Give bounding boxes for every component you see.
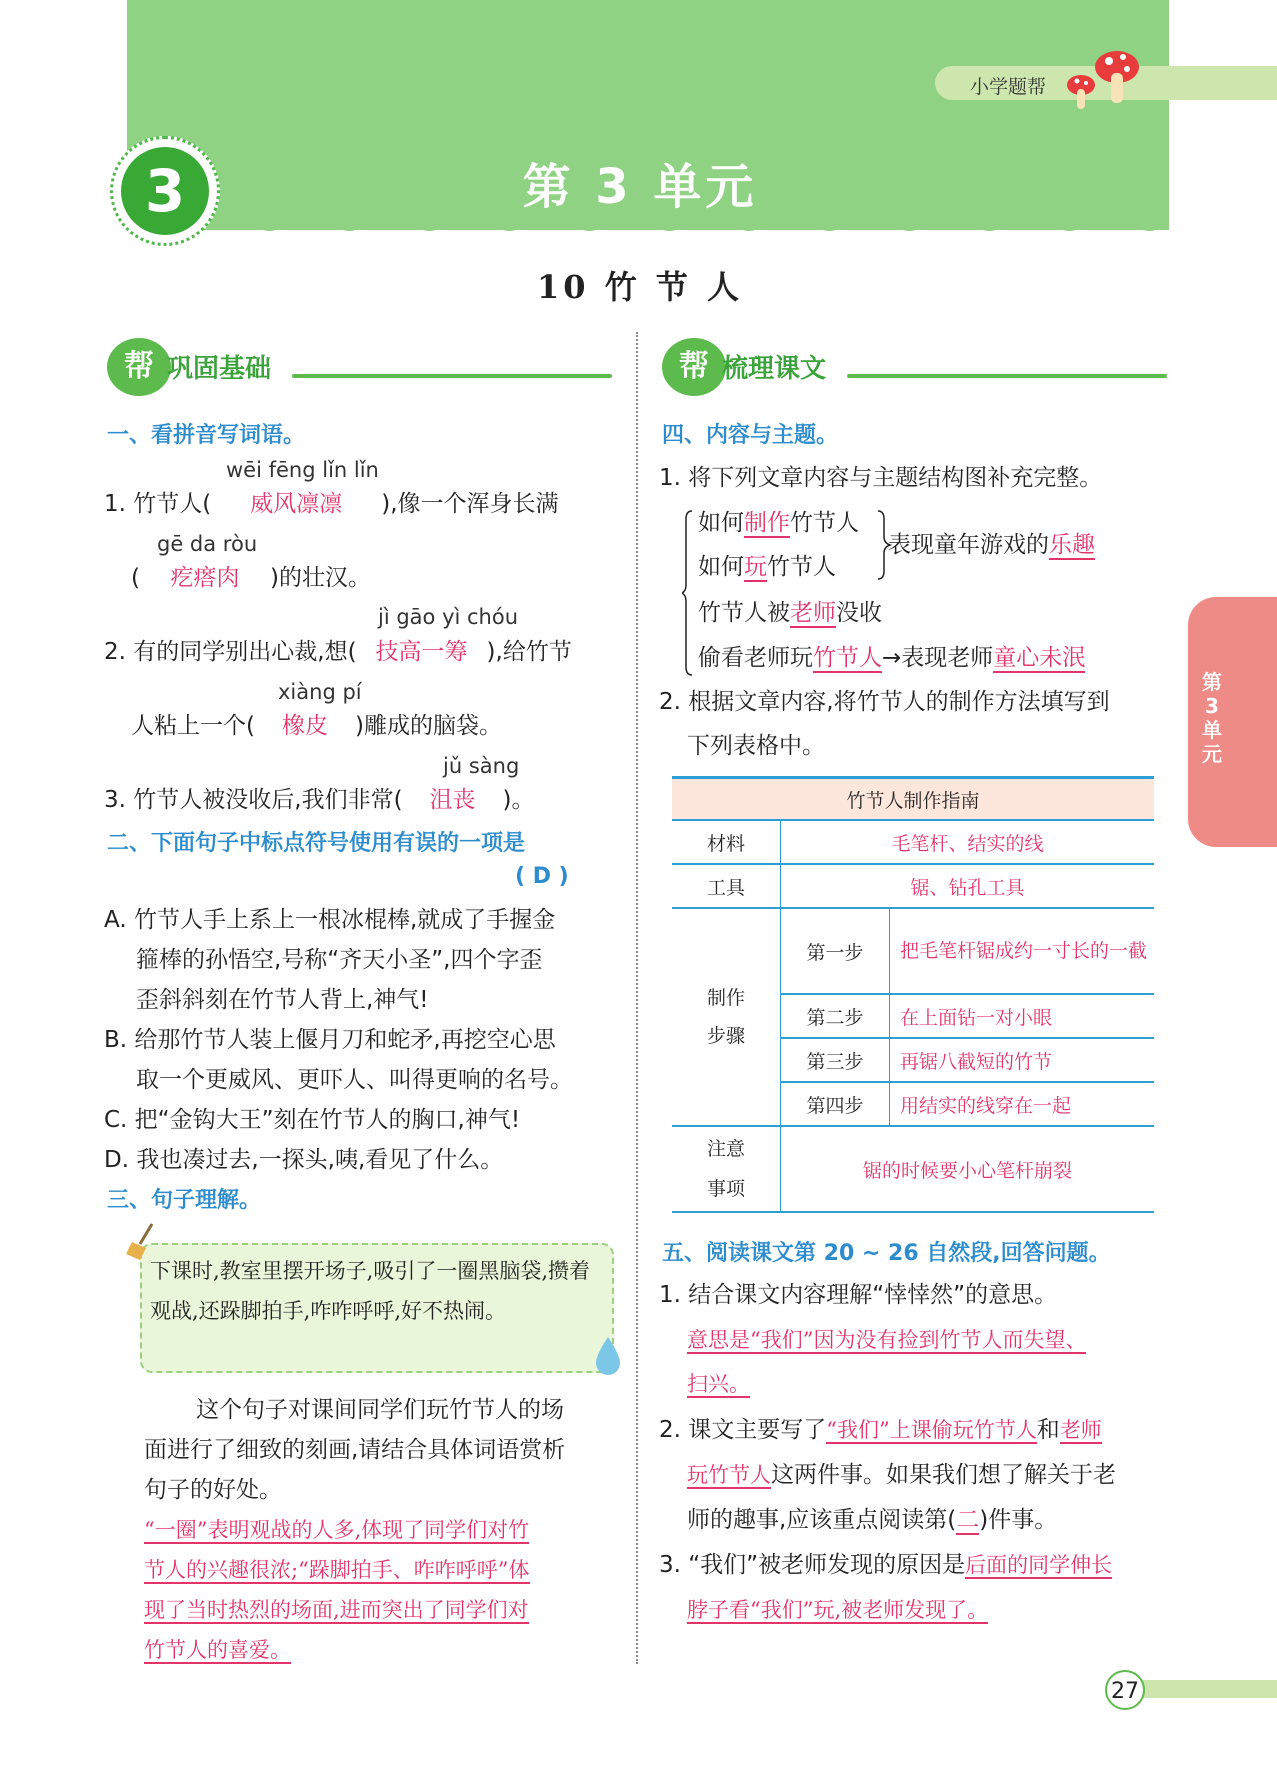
lesson-title: 10 竹 节 人 [537, 268, 743, 306]
section-header-review [662, 338, 1167, 394]
question-line [104, 484, 559, 524]
answer: 脖子看“我们”玩,被老师发现了。 [687, 1598, 989, 1622]
steps-label: 制作步骤 [706, 987, 745, 1047]
water-drop-icon [592, 1335, 624, 1377]
prompt-line: 这个句子对课间同学们玩竹节人的场 [196, 1397, 564, 1423]
answer-line [144, 1510, 529, 1550]
step-answer [890, 908, 1155, 994]
unit-number: 3 [121, 147, 209, 235]
prompt-line: 面进行了细致的刻画,请结合具体词语赏析 [144, 1437, 566, 1463]
option-line: 歪斜斜刻在竹节人背上,神气! [136, 987, 429, 1013]
tree-node [698, 638, 1085, 678]
table-cell-answer: 锯的时候要小心笔杆崩裂 [781, 1126, 1155, 1212]
answer: 把毛笔杆锯成约一寸长的一截 [900, 940, 1148, 962]
step-label: 第二步 [781, 994, 890, 1038]
question-line [659, 1410, 1102, 1450]
pinyin: jǔ sàng [443, 754, 520, 778]
tree-node [698, 503, 859, 543]
answer-line [687, 1590, 988, 1630]
choice-answer: ( D ) [515, 864, 569, 889]
table-row-label [672, 1126, 781, 1212]
text: 3. 竹节人被没收后,我们非常( [104, 787, 403, 813]
text: 师的趣事,应该重点阅读第( [687, 1507, 957, 1533]
question-line: 下列表格中。 [687, 733, 825, 759]
note-label: 注意事项 [706, 1138, 745, 1200]
text: 表现童年游戏的 [888, 532, 1049, 558]
text: )件事。 [979, 1507, 1058, 1533]
answer-line [687, 1320, 1086, 1360]
text: 如何 [698, 554, 744, 580]
text: 竹节人 [790, 510, 859, 536]
tree-node [698, 547, 836, 587]
text: 人粘上一个( [131, 713, 255, 739]
answer: “我们”上课偷玩竹节人 [826, 1418, 1037, 1442]
pinyin: xiàng pí [278, 680, 362, 704]
step-label: 第一步 [781, 908, 890, 994]
answer: 二 [956, 1507, 980, 1533]
brand-name: 小学题帮 [970, 76, 1047, 98]
option-line: C. 把“金钩大王”刻在竹节人的胸口,神气! [104, 1107, 521, 1133]
section-title: 梳理课文 [722, 354, 827, 384]
question-line: 2. 根据文章内容,将竹节人的制作方法填写到 [659, 689, 1110, 715]
step-label: 第三步 [781, 1038, 890, 1082]
answer: 意思是“我们”因为没有捡到竹节人而失望、 [687, 1328, 1087, 1352]
answer: 竹节人 [813, 645, 882, 671]
section-rule [292, 374, 612, 378]
step-answer: 在上面钻一对小眼 [890, 994, 1155, 1038]
text: 没收 [836, 600, 882, 626]
question-heading: 五、阅读课文第 20 ~ 26 自然段,回答问题。 [662, 1241, 1111, 1266]
text: 3. “我们”被老师发现的原因是 [659, 1552, 966, 1578]
text: )的壮汉。 [269, 565, 371, 591]
table-cell-answer: 锯、钻孔工具 [781, 864, 1155, 908]
pinyin: jì gāo yì chóu [378, 605, 519, 629]
text: ),给竹节 [486, 639, 572, 665]
column-divider [636, 332, 638, 1664]
tree-theme [888, 525, 1095, 565]
section-rule [847, 374, 1167, 378]
question-line [104, 780, 535, 820]
text: 竹节人 [767, 554, 836, 580]
answer: 沮丧 [429, 787, 476, 813]
text: 这两件事。如果我们想了解关于老 [771, 1462, 1116, 1488]
question-line [131, 558, 371, 598]
option-line: B. 给那竹节人装上偃月刀和蛇矛,再挖空心思 [104, 1027, 556, 1053]
unit-side-tab-label: 第3单元 [1202, 670, 1222, 766]
step-label: 第四步 [781, 1082, 890, 1126]
text: 2. 课文主要写了 [659, 1417, 827, 1443]
answer-line [144, 1550, 530, 1590]
text: 和 [1036, 1417, 1060, 1443]
table-row-label: 工具 [672, 864, 781, 908]
answer: 节人的兴趣很浓;“跺脚拍手、咋咋呼呼”体 [144, 1558, 530, 1582]
table-row-label [672, 908, 781, 1126]
question-line: 1. 结合课文内容理解“悻悻然”的意思。 [659, 1282, 1058, 1308]
table-cell-answer: 毛笔杆、结实的线 [781, 820, 1155, 864]
text: 竹节人被 [698, 600, 790, 626]
table-title: 竹节人制作指南 [672, 778, 1154, 821]
answer: 疙瘩肉 [170, 565, 240, 591]
text: ( [131, 565, 140, 591]
pinyin: gē da ròu [157, 532, 258, 556]
text: 如何 [698, 510, 744, 536]
question-line: 1. 将下列文章内容与主题结构图补充完整。 [659, 465, 1103, 491]
question-heading: 二、下面句子中标点符号使用有误的一项是 [107, 831, 526, 856]
page-number: 27 [1105, 1670, 1145, 1710]
step-answer: 再锯八截短的竹节 [890, 1038, 1155, 1082]
question-line [659, 1545, 1112, 1585]
option-line: 箍棒的孙悟空,号称“齐天小圣”,四个字歪 [136, 947, 543, 973]
text: 1. 竹节人( [104, 491, 212, 517]
section-title: 巩固基础 [167, 354, 272, 384]
answer: 制作 [744, 510, 790, 536]
question-line [687, 1455, 1116, 1495]
question-line [131, 706, 502, 746]
answer: 竹节人的喜爱。 [144, 1638, 291, 1662]
mushroom-icon [1065, 45, 1140, 115]
answer: “一圈”表明观战的人多,体现了同学们对竹 [144, 1518, 530, 1542]
pinyin: wēi fēng lǐn lǐn [226, 458, 379, 482]
answer: 玩竹节人 [687, 1463, 771, 1487]
text: )雕成的脑袋。 [354, 713, 502, 739]
section-header-basics [107, 338, 612, 394]
question-line [687, 1500, 1057, 1540]
answer: 玩 [744, 554, 767, 580]
answer-line [144, 1630, 291, 1670]
answer: 技高一筹 [375, 639, 468, 665]
text: 偷看老师玩 [698, 645, 813, 671]
text: →表现老师 [882, 645, 994, 671]
tree-node [698, 593, 882, 633]
option-line: D. 我也凑过去,一探头,咦,看见了什么。 [104, 1147, 504, 1173]
question-heading: 三、句子理解。 [107, 1188, 262, 1213]
making-guide-table [672, 776, 1154, 1213]
quote-text: 下课时,教室里摆开场子,吸引了一圈黑脑袋,攒着观战,还跺脚拍手,咋咋呼呼,好不热闹。 [150, 1259, 591, 1323]
question-heading: 四、内容与主题。 [662, 423, 839, 448]
answer-line [144, 1590, 529, 1630]
answer: 威风凛凛 [250, 491, 343, 517]
answer: 童心未泯 [993, 645, 1086, 671]
answer: 老师 [1059, 1418, 1102, 1442]
text: )。 [502, 787, 535, 813]
option-line: A. 竹节人手上系上一根冰棍棒,就成了手握金 [104, 907, 556, 933]
answer: 老师 [790, 600, 836, 626]
question-line [104, 632, 572, 672]
answer: 乐趣 [1049, 532, 1095, 558]
question-heading: 一、看拼音写词语。 [107, 423, 306, 448]
answer: 现了当时热烈的场面,进而突出了同学们对 [144, 1598, 529, 1622]
text: ),像一个浑身长满 [381, 491, 559, 517]
prompt-line: 句子的好处。 [144, 1477, 282, 1503]
answer: 扫兴。 [687, 1372, 750, 1396]
step-answer: 用结实的线穿在一起 [890, 1082, 1155, 1126]
answer-line [687, 1364, 750, 1404]
answer: 后面的同学伸长 [965, 1553, 1113, 1577]
table-row-label: 材料 [672, 820, 781, 864]
unit-title: 第 3 单元 [522, 159, 758, 215]
help-badge-icon: 帮 [107, 338, 171, 396]
text: 2. 有的同学别出心裁,想( [104, 639, 357, 665]
answer: 橡皮 [281, 713, 328, 739]
help-badge-icon: 帮 [662, 338, 726, 396]
option-line: 取一个更威风、更吓人、叫得更响的名号。 [136, 1067, 573, 1093]
